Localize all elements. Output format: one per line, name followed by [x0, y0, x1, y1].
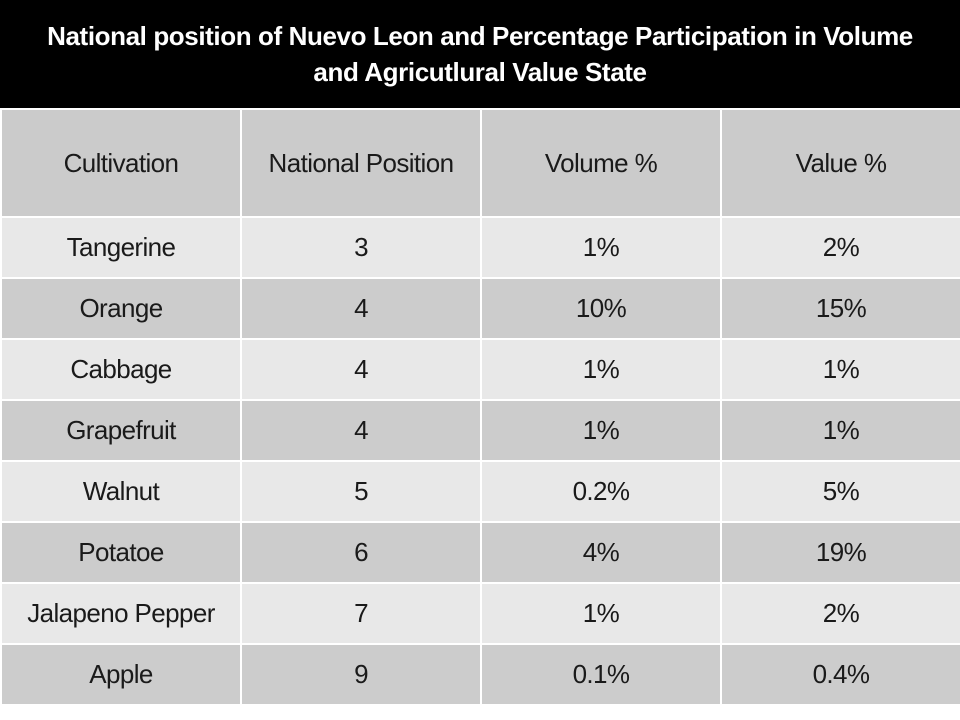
cell-value-percent: 15% [721, 278, 960, 339]
table-row [1, 583, 960, 644]
header-cultivation: Cultivation [1, 109, 241, 217]
header-value-percent: Value % [721, 109, 960, 217]
cell-national-position: 5 [241, 461, 481, 522]
header-volume-percent: Volume % [481, 109, 721, 217]
cell-value-percent: 0.4% [721, 644, 960, 705]
cell-national-position: 6 [241, 522, 481, 583]
cell-volume-percent: 1% [481, 400, 721, 461]
cell-national-position: 7 [241, 583, 481, 644]
cell-cultivation: Potatoe [1, 522, 241, 583]
cell-value-percent: 19% [721, 522, 960, 583]
cell-national-position: 4 [241, 278, 481, 339]
cell-value-percent: 5% [721, 461, 960, 522]
cell-cultivation: Jalapeno Pepper [1, 583, 241, 644]
cell-volume-percent: 0.1% [481, 644, 721, 705]
table-row [1, 217, 960, 278]
cell-national-position: 3 [241, 217, 481, 278]
title-line-2: and Agricutlural Value State [313, 57, 647, 87]
table-row [1, 461, 960, 522]
title-bar [0, 0, 960, 108]
table-row [1, 400, 960, 461]
table-header-row [1, 109, 960, 217]
cell-cultivation: Apple [1, 644, 241, 705]
cell-national-position: 4 [241, 339, 481, 400]
table-row [1, 522, 960, 583]
cell-volume-percent: 4% [481, 522, 721, 583]
table-row [1, 278, 960, 339]
header-national-position: National Position [241, 109, 481, 217]
table-row [1, 644, 960, 705]
cell-cultivation: Orange [1, 278, 241, 339]
cell-value-percent: 1% [721, 339, 960, 400]
cell-cultivation: Tangerine [1, 217, 241, 278]
cell-value-percent: 2% [721, 583, 960, 644]
cell-volume-percent: 0.2% [481, 461, 721, 522]
cell-cultivation: Walnut [1, 461, 241, 522]
cell-national-position: 4 [241, 400, 481, 461]
title-line-1: National position of Nuevo Leon and Percentage Participation in Volume [47, 21, 913, 51]
cell-volume-percent: 1% [481, 583, 721, 644]
cell-cultivation: Grapefruit [1, 400, 241, 461]
cell-value-percent: 2% [721, 217, 960, 278]
cell-volume-percent: 1% [481, 217, 721, 278]
table-row [1, 339, 960, 400]
data-table [0, 108, 960, 706]
page-title [47, 18, 913, 90]
cell-value-percent: 1% [721, 400, 960, 461]
cell-national-position: 9 [241, 644, 481, 705]
cell-cultivation: Cabbage [1, 339, 241, 400]
cell-volume-percent: 10% [481, 278, 721, 339]
cell-volume-percent: 1% [481, 339, 721, 400]
